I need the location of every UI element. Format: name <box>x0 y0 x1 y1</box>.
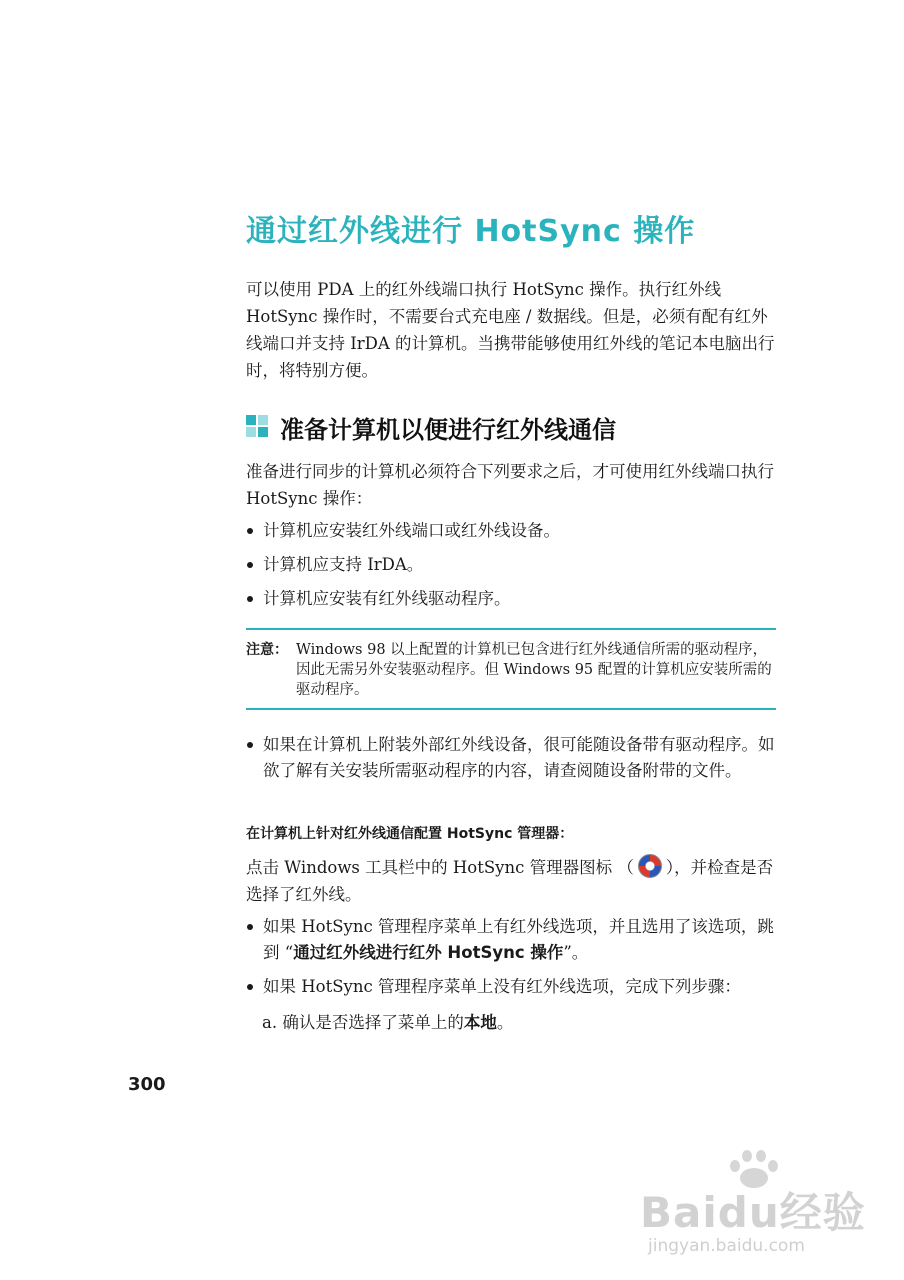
page-title: 通过红外线进行 HotSync 操作 <box>246 214 696 249</box>
hotsync-manager-icon <box>638 854 662 878</box>
cross-reference-link: 通过红外线进行红外 HotSync 操作 <box>293 943 564 962</box>
requirements-list <box>246 518 786 612</box>
bullet-text: ”。 <box>563 943 589 962</box>
step-a-suffix: 。 <box>496 1013 514 1032</box>
section-heading-row <box>246 410 616 444</box>
intro-paragraph: 可以使用 PDA 上的红外线端口执行 HotSync 操作。执行红外线 HotSync 操作时，不需要台式充电座 / 数据线。但是，必须有配有红外线端口并支持 IrDA 的计算机。当携带能够使用红外线的笔记本电脑出行时，将特别方便。 <box>246 280 775 380</box>
step-a <box>262 1010 513 1036</box>
step-a-bold: 本地 <box>463 1013 497 1032</box>
note-label: 注意： <box>246 642 288 658</box>
watermark-text: Baidu经验 <box>640 1188 866 1237</box>
list-item <box>246 914 786 966</box>
page-number: 300 <box>128 1074 166 1095</box>
list-item: 如果在计算机上附装外部红外线设备，很可能随设备带有驱动程序。如欲了解有关安装所需驱动程序的内容，请查阅随设备附带的文件。 <box>246 732 786 784</box>
note-box <box>246 640 776 700</box>
config-subheading: 在计算机上针对红外线通信配置 HotSync 管理器： <box>246 826 574 842</box>
config-list <box>246 914 786 1000</box>
config-text-before-icon: 点击 Windows 工具栏中的 HotSync 管理器图标 （ <box>246 858 634 877</box>
section-squares-icon <box>246 415 270 439</box>
config-text-after-icon: ），并检查是否选择了红外线。 <box>246 858 774 904</box>
list-item: 如果 HotSync 管理程序菜单上没有红外线选项，完成下列步骤： <box>246 974 786 1000</box>
list-item: 计算机应安装红外线端口或红外线设备。 <box>246 518 786 544</box>
driver-list <box>246 732 786 784</box>
config-paragraph <box>246 854 776 908</box>
note-bottom-rule <box>246 708 776 710</box>
step-a-text: a. 确认是否选择了菜单上的 <box>262 1013 464 1032</box>
note-text: Windows 98 以上配置的计算机已包含进行红外线通信所需的驱动程序，因此无需另外安装驱动程序。但 Windows 95 配置的计算机应安装所需的驱动程序。 <box>296 642 772 698</box>
bullet-text: 如果 HotSync 管理程序菜单上有红外线选项，并且选用了该选项，跳到 “ <box>263 917 774 962</box>
baidu-watermark <box>640 1150 870 1260</box>
list-item: 计算机应支持 IrDA。 <box>246 552 786 578</box>
section-lead: 准备进行同步的计算机必须符合下列要求之后，才可使用红外线端口执行 HotSync 操作： <box>246 462 774 508</box>
note-top-rule <box>246 628 776 630</box>
section-heading: 准备计算机以便进行红外线通信 <box>280 415 616 444</box>
list-item: 计算机应安装有红外线驱动程序。 <box>246 586 786 612</box>
watermark-url: jingyan.baidu.com <box>648 1236 805 1256</box>
